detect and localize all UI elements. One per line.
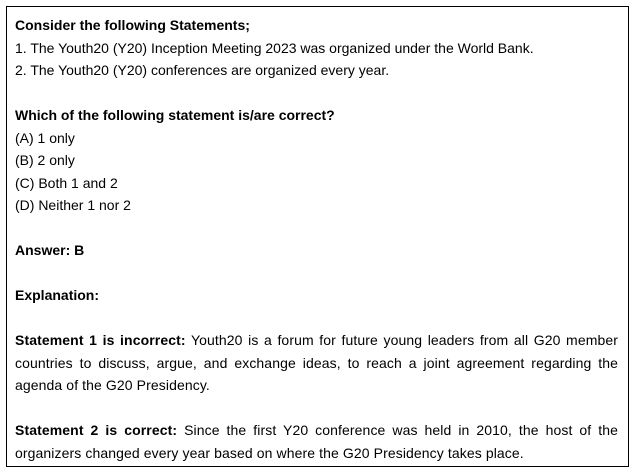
explanation-statement-2 [15,419,618,464]
explanation-2-label: Statement 2 is correct: [15,422,178,438]
statement-2: 2. The Youth20 (Y20) conferences are organized every year. [15,62,390,78]
spacer [15,82,618,105]
answer-line: Answer: B [15,242,85,258]
question-content [15,14,618,464]
question-text: Which of the following statement is/are correct? [15,107,335,123]
option-b: (B) 2 only [15,152,75,168]
explanation-2-text: Since the first Y20 conference was held in 2010, the host of the organizers changed every year based on where the G20 Presidency takes place. [15,422,618,461]
option-a: (A) 1 only [15,129,75,146]
statement-1: 1. The Youth20 (Y20) Inception Meeting 2023 was organized under the World Bank. [15,39,534,56]
option-c: (C) Both 1 and 2 [15,174,118,191]
statements-heading: Consider the following Statements; [15,17,250,33]
explanation-heading: Explanation: [15,287,100,303]
explanation-statement-1 [15,329,618,397]
spacer [15,397,618,420]
spacer [15,307,618,330]
explanation-1-text: Youth20 is a forum for future young leaders from all G20 member countries to discuss, argue, and exchange ideas, to reach a joint agreement regarding the agenda of the G20 Presidency. [15,332,619,393]
option-d: (D) Neither 1 nor 2 [15,197,131,213]
spacer [15,262,618,285]
question-box [6,6,629,467]
explanation-1-label: Statement 1 is incorrect: [15,332,186,348]
spacer [15,217,618,240]
